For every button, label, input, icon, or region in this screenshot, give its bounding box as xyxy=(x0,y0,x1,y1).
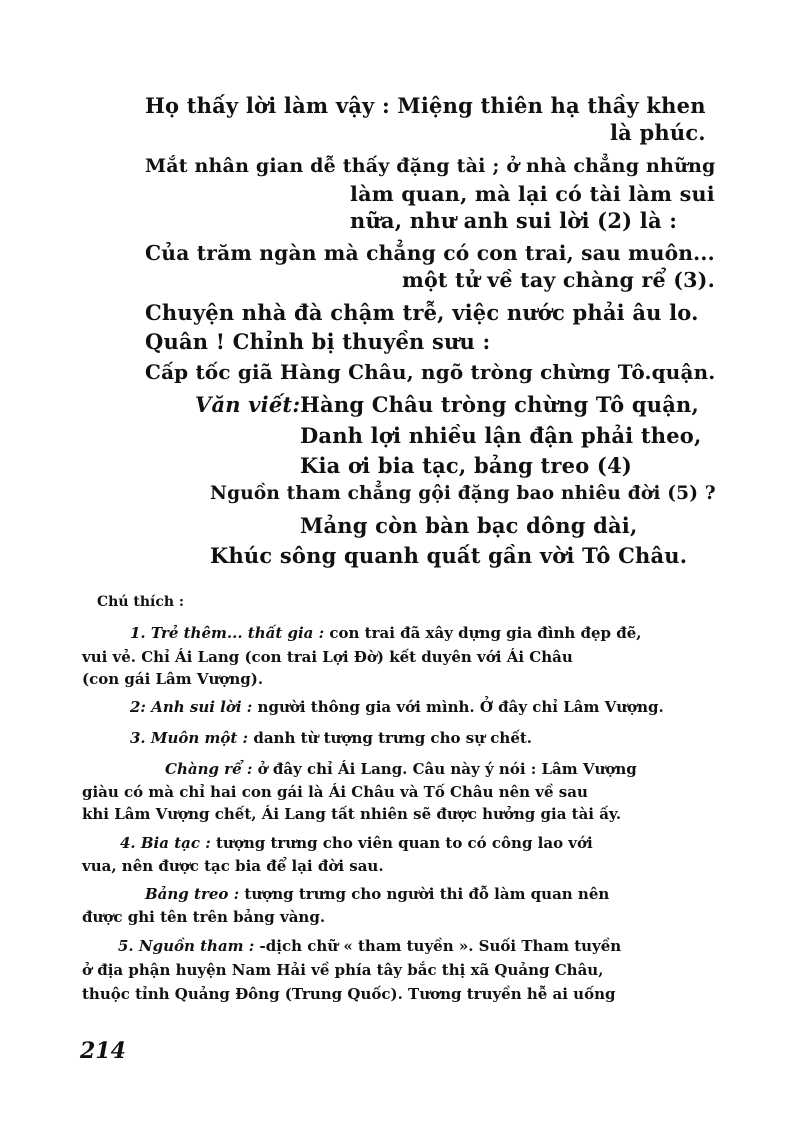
note-line: được ghi tên trên bảng vàng. xyxy=(82,908,326,926)
note-line: vua, nên được tạc bia để lại đời sau. xyxy=(82,857,384,875)
note-line xyxy=(118,937,621,955)
note-term: 2: Anh sui lời : xyxy=(130,698,253,716)
poem-line: Nguồn tham chẳng gội đặng bao nhiêu đời (5) ? xyxy=(210,483,716,504)
note-line xyxy=(130,624,642,642)
poem-line: Quân ! Chỉnh bị thuyền sưu : xyxy=(145,329,491,354)
page-number: 214 xyxy=(80,1038,126,1064)
poem-line: Chuyện nhà đà chậm trễ, việc nước phải âu lo. xyxy=(145,300,699,325)
poem-line: Mảng còn bàn bạc dông dài, xyxy=(300,513,638,538)
note-line xyxy=(130,698,664,716)
note-text: con trai đã xây dựng gia đình đẹp đẽ, xyxy=(329,624,642,642)
note-term: 1. Trẻ thêm... thất gia : xyxy=(130,624,325,642)
note-line: ở địa phận huyện Nam Hải về phía tây bắc thị xã Quảng Châu, xyxy=(82,961,604,979)
note-term: Bảng treo : xyxy=(145,885,240,903)
poem-line: Khúc sông quanh quất gần vời Tô Châu. xyxy=(210,543,688,568)
note-text: -dịch chữ « tham tuyền ». Suối Tham tuyền xyxy=(259,937,622,955)
van-viet-label: Văn viết: xyxy=(195,392,301,417)
poem-line: Mắt nhân gian dễ thấy đặng tài ; ở nhà chẳng những xyxy=(145,155,716,177)
note-line: giàu có mà chỉ hai con gái là Ái Châu và Tố Châu nên về sau xyxy=(82,783,588,801)
note-line xyxy=(120,834,593,852)
notes-heading: Chú thích : xyxy=(97,594,185,610)
note-text: tượng trưng cho viên quan to có công lao với xyxy=(215,834,593,852)
note-text: danh từ tượng trưng cho sự chết. xyxy=(253,729,533,747)
note-term: 5. Nguồn tham : xyxy=(118,937,255,955)
poem-line: nữa, như anh sui lời (2) là : xyxy=(350,208,678,233)
note-line: (con gái Lâm Vượng). xyxy=(82,670,264,688)
note-line: vui vẻ. Chỉ Ái Lang (con trai Lợi Đờ) kết duyên với Ái Châu xyxy=(82,648,573,666)
poem-line: Cấp tốc giã Hàng Châu, ngõ tròng chừng Tô.quận. xyxy=(145,360,716,384)
note-text: ở đây chỉ Ái Lang. Câu này ý nói : Lâm Vượng xyxy=(257,760,637,778)
poem-line: Hàng Châu tròng chừng Tô quận, xyxy=(300,392,699,417)
note-line xyxy=(165,760,637,778)
note-term: 3. Muôn một : xyxy=(130,729,249,747)
poem-line: Danh lợi nhiều lận đận phải theo, xyxy=(300,423,702,448)
poem-line: là phúc. xyxy=(610,120,706,145)
note-line xyxy=(145,885,609,903)
note-term: Chàng rể : xyxy=(165,760,253,778)
note-text: tượng trưng cho người thi đỗ làm quan nên xyxy=(244,885,610,903)
note-line xyxy=(130,729,532,747)
poem-line: làm quan, mà lại có tài làm sui xyxy=(350,182,715,206)
poem-line: Của trăm ngàn mà chẳng có con trai, sau muôn... xyxy=(145,241,715,265)
note-term: 4. Bia tạc : xyxy=(120,834,211,852)
note-text: người thông gia với mình. Ở đây chỉ Lâm Vượng. xyxy=(257,698,664,716)
note-line: khi Lâm Vượng chết, Ái Lang tất nhiên sẽ được hưởng gia tài ấy. xyxy=(82,805,622,823)
poem-line: Họ thấy lời làm vậy : Miệng thiên hạ thầy khen xyxy=(145,93,706,118)
poem-line: Kia ơi bia tạc, bảng treo (4) xyxy=(300,453,633,478)
poem-line: một tử về tay chàng rể (3). xyxy=(402,268,715,292)
note-line: thuộc tỉnh Quảng Đông (Trung Quốc). Tương truyền hễ ai uống xyxy=(82,985,616,1003)
